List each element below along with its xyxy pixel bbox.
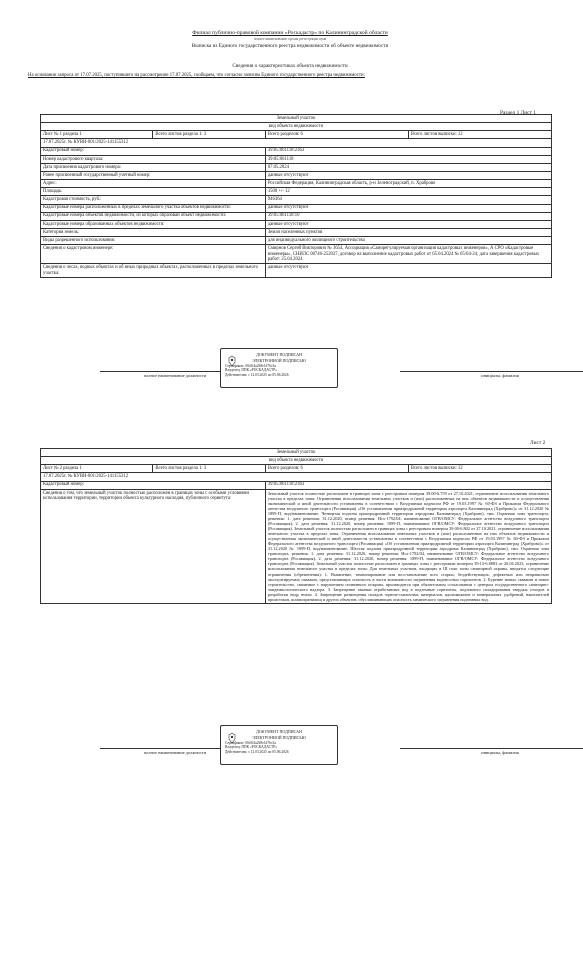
table-row	[41, 220, 552, 228]
e-signature-stamp: ДОКУМЕНТ ПОДПИСАН ЭЛЕКТРОННОЙ ПОДПИСЬЮ Сертификат: 00c0f4a2b9e1d76c3a Владелец: ППК «РОСКАДАСТР» Действителен: с 12.03.2025 по 05.06.2026	[220, 725, 338, 765]
row-value: для индивидуального жилищного строительства	[265, 237, 551, 245]
row-label: Кадастровая стоимость, руб.:	[41, 196, 266, 204]
row-label: Адрес:	[41, 180, 266, 188]
row-value: Смирнов Сергей Викторович № 3654, Ассоциация «Саморегулируемая организация кадастровых инженеров», А СРО «Кадастровые инженеры», СНИЛС 00746-252037, договор на выполнение кадастровых работ от 05.04.2024 № 05/04-24, дата завершения кадастровых работ: 25.04.2024	[265, 245, 551, 264]
table-row	[41, 163, 552, 171]
table-row	[41, 204, 552, 212]
sheet1-table	[40, 114, 552, 278]
row-label: Категория земель:	[41, 228, 266, 236]
object-type-note: вид объекта недвижимости	[41, 123, 552, 131]
row-value: данные отсутствуют	[265, 220, 551, 228]
position-label: полное наименование должности	[100, 748, 250, 755]
table-row	[41, 245, 552, 264]
sheet2-table	[40, 448, 552, 604]
table-row	[41, 155, 552, 163]
row-value: Земли населенных пунктов	[265, 228, 551, 236]
row-label: Сведения о лесах, водных объектах и об иных природных объектах, расположенных в пределах земельного участка:	[41, 264, 266, 278]
extract-date-number: 17.07.2025г. № КУВИ-001/2025-141155312	[41, 139, 552, 147]
signature-block	[100, 352, 540, 380]
section-sheet-tag: Раздел 1 Лист 1	[500, 110, 536, 116]
row-label: Кадастровый номер:	[41, 147, 266, 155]
row-label: Номер кадастрового квартала:	[41, 155, 266, 163]
row-label: Виды разрешенного использования:	[41, 237, 266, 245]
emblem-icon	[227, 732, 237, 744]
sheet-meta: Всего разделов: 6	[265, 131, 408, 139]
table-row	[41, 147, 552, 155]
row-value: 07.05.2024	[265, 163, 551, 171]
row-label: Кадастровые номера образованных объектов недвижимости:	[41, 220, 266, 228]
table-row	[41, 180, 552, 188]
row-value: данные отсутствуют	[265, 264, 551, 278]
emblem-icon	[227, 355, 237, 367]
table-row	[41, 196, 552, 204]
object-type-note: вид объекта недвижимости	[41, 457, 552, 465]
table-row	[41, 237, 552, 245]
request-intro: На основании запроса от 17.07.2025, поступившего на рассмотрение 17.07.2025, сообщаем, что согласно записям Единого государственного реестра недвижимости:	[28, 73, 365, 78]
row-label: Кадастровые номера объектов недвижимости, из которых образован объект недвижимости:	[41, 212, 266, 220]
issuer-name: Филиал публично-правовой компании «Роскадастр» по Калининградской области	[192, 30, 388, 36]
row-label: Кадастровый номер:	[41, 481, 266, 489]
row-label: Сведения о том, что земельный участок полностью расположен в границах зоны с особыми условиями использования территории, территории объекта культурного наследия, публичного сервитута:	[41, 489, 266, 603]
object-type: Земельный участок	[41, 115, 552, 123]
row-label: Кадастровые номера расположенных в пределах земельного участка объектов недвижимости:	[41, 204, 266, 212]
table-row	[41, 264, 552, 278]
sheet-meta: Всего листов выписки: 12	[408, 465, 551, 473]
sheet-meta: Всего листов выписки: 12	[408, 131, 551, 139]
sheet-meta: Лист № 1 раздела 1	[41, 131, 153, 139]
row-value: 39:05:061118:10	[265, 212, 551, 220]
row-label: Ранее присвоенный государственный учетный номер:	[41, 171, 266, 179]
object-type: Земельный участок	[41, 449, 552, 457]
table-row	[41, 228, 552, 236]
sheet-meta: Всего разделов: 6	[265, 465, 408, 473]
sheet-2-tag: Лист 2	[530, 440, 546, 446]
row-value: Российская Федерация, Калининградская область, р-н Зеленоградский, п. Храброво	[265, 180, 551, 188]
table-row	[41, 212, 552, 220]
row-value: 1500 +/- 12	[265, 188, 551, 196]
row-label: Сведения о кадастровом инженере:	[41, 245, 266, 264]
position-label: полное наименование должности	[100, 371, 250, 378]
row-label: Площадь:	[41, 188, 266, 196]
e-signature-stamp: ДОКУМЕНТ ПОДПИСАН ЭЛЕКТРОННОЙ ПОДПИСЬЮ Сертификат: 00c0f4a2b9e1d76c3a Владелец: ППК «РОСКАДАСТР» Действителен: с 12.03.2025 по 05.06.2026	[220, 348, 338, 388]
row-value: данные отсутствуют	[265, 204, 551, 212]
table-row	[41, 188, 552, 196]
extract-date-number: 17.07.2025г. № КУВИ-001/2025-141155312	[41, 473, 552, 481]
row-value: 39:05:061118	[265, 155, 551, 163]
row-value: данные отсутствуют	[265, 171, 551, 179]
section-title: Сведения о характеристиках объекта недвижимости	[232, 63, 348, 69]
sheet-meta: Всего листов раздела 1: 3	[153, 131, 265, 139]
row-label: Дата присвоения кадастрового номера:	[41, 163, 266, 171]
sheet-meta: Лист № 2 раздела 1	[41, 465, 153, 473]
row-value: 946364	[265, 196, 551, 204]
signature-block	[100, 729, 540, 757]
restriction-text: Земельный участок полностью расположен в границах зоны с реестровым номером 39:00-6.759 от 27.10.2021, ограничение использования земельного участка в пределах зоны: Ограничения использования земельных участков и (или) расположенных на них объектов недвижимости и осуществления экономической и иной деятельности установлены в соответствии с Воздушным кодексом РФ от 19.03.1997 № 60-ФЗ и Приказом Федерального агентства воздушного транспорта (Росавиация) «Об установлении приаэродромной территории аэропорта Калининград (Храброво)» от 31.12.2020 № 1899-П, вид/наименование: Четвертая подзона приаэродромной территории аэродрома Калининград (Храброво), тип: Охранная зона транспорта, решения: 1. дата решения: 31.12.2020, номер решения: Исх-1792/04, наименование ОГВ/ОМСУ: Федеральное агентство воздушного транспорта (Росавиация); 2. дата решения: 31.12.2020, номер решения: 1899-П, наименование ОГВ/ОМСУ: Федеральное агентство воздушного транспорта (Росавиация). Земельный участок полностью расположен в границах зоны с реестровым номером 39:00-6.802 от 27.10.2021, ограничение использования земельного участка в пределах зоны: Ограничения использования земельных участков и (или) расположенных на них объектов недвижимости и осуществления экономической и иной деятельности установлены в соответствии с Воздушным кодексом РФ от 19.03.1997 № 60-ФЗ и Приказом Федерального агентства воздушного транспорта (Росавиация) «Об установлении приаэродромной территории аэропорта Калининград (Храброво)» от 31.12.2020 № 1899-П, вид/наименование: Шестая подзона приаэродромной территории аэродрома Калининград (Храброво), тип: Охранная зона транспорта, решения: 1. дата решения: 31.12.2020, номер решения: Исх-1792/04, наименование ОГВ/ОМСУ: Федеральное агентство воздушного транспорта (Росавиация); 2. дата решения: 31.12.2020, номер решения: 1899-П, наименование ОГВ/ОМСУ: Федеральное агентство воздушного транспорта (Росавиация). Земельный участок полностью расположен в границах зоны с реестровым номером 39:15-6.8883 от 26.04.2023, ограничение использования земельного участка в пределах зоны: Для земельных участков, входящих в III пояс зоны санитарной охраны, вводятся следующие ограничения (обременения): 1. Выявление, тампонирование или восстановление всех старых, бездействующих, дефектных или неправильно эксплуатируемых скважин, представляющих опасность в части возможности загрязнения водоносных горизонтов. 2. Бурение новых скважин и новое строительство, связанное с нарушением почвенного покрова, производится при обязательном согласовании с центром государственного санитарно-эпидемиологического надзора. 3. Запрещение закачки отработанных вод в подземные горизонты, подземного складирования твердых отходов и разработки недр земли. 4. Запрещение размещения складов горюче-смазочных материалов, ядохимикатов и минеральных удобрений, накопителей промстоков, шламохранилищ и других объектов, обуславливающих опасность химического загрязнения подземных вод.	[265, 489, 551, 603]
row-value: 39:05:061118:2363	[265, 481, 551, 489]
sheet-meta: Всего листов раздела 1: 3	[153, 465, 265, 473]
row-value: 39:05:061118:2363	[265, 147, 551, 155]
extract-title: Выписка из Единого государственного реестра недвижимости об объекте недвижимости	[191, 43, 389, 49]
table-row	[41, 171, 552, 179]
name-label: инициалы, фамилия	[400, 748, 583, 755]
issuer-note: полное наименование органа регистрации прав	[253, 37, 327, 41]
name-label: инициалы, фамилия	[400, 371, 583, 378]
